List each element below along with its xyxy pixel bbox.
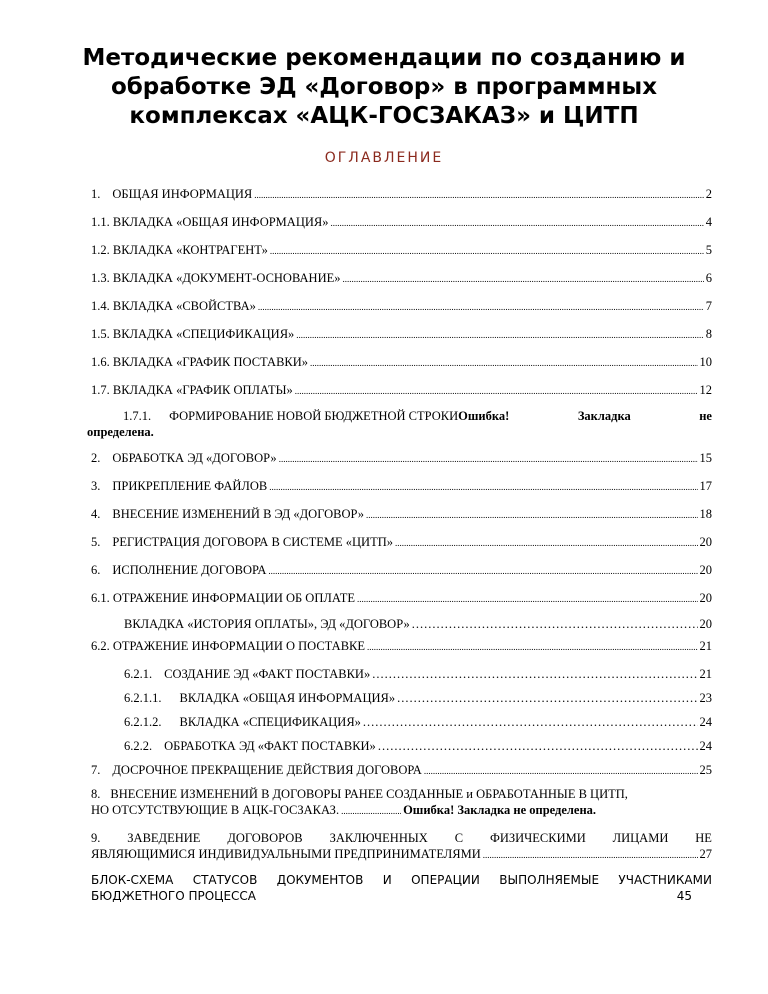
toc-text: ЯВЛЯЮЩИМИСЯ ИНДИВИДУАЛЬНЫМИ ПРЕДПРИНИМАТЕЛЯМИ [91, 847, 481, 861]
toc-page: 20 [699, 563, 712, 577]
toc-text: ВКЛАДКА «КОНТРАГЕНТ» [112, 243, 268, 257]
toc-text: ВКЛАДКА «ИСТОРИЯ ОПЛАТЫ», ЭД «ДОГОВОР» [124, 617, 410, 631]
leader-dots [342, 270, 703, 287]
leader-dots [367, 638, 697, 655]
leader-dots [483, 846, 698, 863]
leader-dots [378, 738, 698, 754]
toc-number: 6.2. [91, 639, 110, 653]
toc-entry[interactable] [124, 738, 712, 754]
toc-entry[interactable] [91, 298, 712, 315]
toc-page: 20 [699, 591, 712, 605]
toc-entry-error[interactable] [87, 408, 712, 440]
toc-text: БЛОК-СХЕМА СТАТУСОВ ДОКУМЕНТОВ И ОПЕРАЦИИ ВЫПОЛНЯЕМЫЕ УЧАСТНИКАМИ [91, 873, 712, 887]
leader-dots [341, 802, 401, 819]
leader-dots [424, 762, 698, 779]
toc-text: ОБЩАЯ ИНФОРМАЦИЯ [112, 187, 253, 201]
toc-page: 6 [705, 271, 712, 285]
toc-page: 10 [699, 355, 712, 369]
toc-text: СОЗДАНИЕ ЭД «ФАКТ ПОСТАВКИ» [164, 667, 371, 681]
toc-number: 1.7.1. [123, 409, 152, 423]
toc-entry[interactable] [91, 872, 712, 904]
toc-entry[interactable] [91, 382, 712, 399]
toc-page: 21 [699, 667, 712, 681]
leader-dots [254, 186, 703, 203]
toc-entry[interactable] [91, 186, 712, 203]
toc-text: ОБРАБОТКА ЭД «ФАКТ ПОСТАВКИ» [164, 739, 376, 753]
toc-number: 6.2.1.2. [124, 715, 162, 729]
leader-dots [296, 326, 703, 343]
leader-dots [366, 506, 697, 523]
toc-text: РЕГИСТРАЦИЯ ДОГОВОРА В СИСТЕМЕ «ЦИТП» [112, 535, 393, 549]
leader-dots [412, 616, 698, 632]
toc-entry[interactable] [124, 690, 712, 706]
title-line-2: обработке ЭД «Договор» в программных [110, 74, 658, 100]
toc-page: 15 [699, 451, 712, 465]
toc-entry[interactable] [91, 562, 712, 579]
toc-number: 1. [91, 187, 101, 201]
toc-text: ВКЛАДКА «СВОЙСТВА» [112, 299, 256, 313]
toc-text: ОБРАБОТКА ЭД «ДОГОВОР» [112, 451, 277, 465]
leader-dots [310, 354, 697, 371]
toc-heading: ОГЛАВЛЕНИЕ [324, 150, 444, 166]
toc-text: НО ОТСУТСТВУЮЩИЕ В АЦК-ГОСЗАКАЗ. [91, 803, 340, 817]
toc-text: ВКЛАДКА «ОБЩАЯ ИНФОРМАЦИЯ» [112, 215, 329, 229]
toc-entry[interactable] [91, 214, 712, 231]
toc-number: 3. [91, 479, 101, 493]
toc-text: 9. ЗАВЕДЕНИЕ ДОГОВОРОВ ЗАКЛЮЧЕННЫХ С ФИЗИЧЕСКИМИ ЛИЦАМИ НЕ [91, 831, 712, 845]
toc-page: 18 [699, 507, 712, 521]
leader-dots [363, 714, 698, 730]
leader-dots [372, 666, 697, 682]
toc-number: 6.2.1.1. [124, 691, 162, 705]
toc-number: 8. [91, 787, 101, 801]
toc-entry[interactable] [91, 450, 712, 467]
toc-number: 1.5. [91, 327, 110, 341]
toc-entry[interactable] [124, 666, 712, 682]
leader-dots [330, 214, 703, 231]
toc-entry[interactable] [91, 478, 712, 495]
toc-number: 7. [91, 763, 101, 777]
toc-number: 6. [91, 563, 101, 577]
toc-page: 27 [699, 847, 712, 861]
title-line-1: Методические рекомендации по созданию и [82, 45, 686, 71]
leader-dots [270, 242, 704, 259]
toc-entry[interactable] [124, 616, 712, 632]
toc-entry[interactable] [124, 714, 712, 730]
toc-page: 2 [705, 187, 712, 201]
toc-number: 4. [91, 507, 101, 521]
toc-page: 25 [699, 763, 712, 777]
toc-entry[interactable] [91, 590, 712, 607]
toc-page: 23 [699, 691, 712, 705]
toc-text: ФОРМИРОВАНИЕ НОВОЙ БЮДЖЕТНОЙ СТРОКИ [169, 409, 459, 423]
toc-number: 1.7. [91, 383, 110, 397]
leader-dots [268, 562, 697, 579]
toc-entry[interactable] [91, 242, 712, 259]
toc-number: 1.6. [91, 355, 110, 369]
toc-page: 45 [676, 889, 692, 903]
toc-text: ОТРАЖЕНИЕ ИНФОРМАЦИИ О ПОСТАВКЕ [112, 639, 366, 653]
document-title [0, 44, 768, 131]
toc-text: ОТРАЖЕНИЕ ИНФОРМАЦИИ ОБ ОПЛАТЕ [112, 591, 356, 605]
toc-text: ВКЛАДКА «ДОКУМЕНТ-ОСНОВАНИЕ» [112, 271, 341, 285]
leader-dots [397, 690, 697, 706]
toc-number: 1.4. [91, 299, 110, 313]
leader-dots [269, 478, 697, 495]
toc-entry-error[interactable] [91, 786, 712, 819]
toc-page: 24 [699, 715, 712, 729]
toc-number: 6.2.1. [124, 667, 153, 681]
toc-text: ВКЛАДКА «СПЕЦИФИКАЦИЯ» [179, 715, 361, 729]
toc-page: 20 [699, 617, 712, 631]
toc-text: ДОСРОЧНОЕ ПРЕКРАЩЕНИЕ ДЕЙСТВИЯ ДОГОВОРА [112, 763, 422, 777]
toc-entry[interactable] [91, 354, 712, 371]
title-line-3: комплексах «АЦК-ГОСЗАКАЗ» и ЦИТП [129, 103, 639, 129]
toc-entry[interactable] [91, 270, 712, 287]
toc-page: 5 [705, 243, 712, 257]
error-text: определена. [87, 425, 154, 439]
toc-text: ВНЕСЕНИЕ ИЗМЕНЕНИЙ В ЭД «ДОГОВОР» [112, 507, 365, 521]
toc-page: 20 [699, 535, 712, 549]
toc-text: ВКЛАДКА «ГРАФИК ПОСТАВКИ» [112, 355, 309, 369]
toc-number: 1.3. [91, 271, 110, 285]
toc-page: 12 [699, 383, 712, 397]
toc-number: 1.2. [91, 243, 110, 257]
toc-entry[interactable] [91, 534, 712, 551]
toc-page: 17 [699, 479, 712, 493]
toc-entry[interactable] [91, 830, 712, 863]
error-text: Закладка [577, 409, 631, 423]
leader-dots [395, 534, 698, 551]
leader-dots [279, 450, 698, 467]
error-text: Ошибка! Закладка не определена. [403, 803, 597, 817]
toc-page: 7 [705, 299, 712, 313]
toc-text: ВНЕСЕНИЕ ИЗМЕНЕНИЙ В ДОГОВОРЫ РАНЕЕ СОЗДАННЫЕ и ОБРАБОТАННЫЕ В ЦИТП, [110, 787, 628, 801]
toc-page: 4 [705, 215, 712, 229]
toc-number: 1.1. [91, 215, 110, 229]
leader-dots [258, 298, 704, 315]
toc-entry[interactable] [91, 326, 712, 343]
error-text: Ошибка! [458, 409, 510, 423]
toc-entry[interactable] [91, 762, 712, 779]
toc-text: ВКЛАДКА «ОБЩАЯ ИНФОРМАЦИЯ» [179, 691, 396, 705]
toc-text: ИСПОЛНЕНИЕ ДОГОВОРА [112, 563, 267, 577]
toc-number: 2. [91, 451, 101, 465]
toc-entry[interactable] [91, 638, 712, 655]
toc-number: 5. [91, 535, 101, 549]
toc-number: 6.2.2. [124, 739, 153, 753]
toc-text: ВКЛАДКА «СПЕЦИФИКАЦИЯ» [112, 327, 295, 341]
toc-text: БЮДЖЕТНОГО ПРОЦЕССА [91, 889, 257, 903]
toc-page: 8 [705, 327, 712, 341]
leader-dots [357, 590, 697, 607]
toc-text: ПРИКРЕПЛЕНИЕ ФАЙЛОВ [112, 479, 268, 493]
toc-page: 24 [699, 739, 712, 753]
toc-number: 6.1. [91, 591, 110, 605]
error-text: не [699, 409, 712, 423]
toc-text: ВКЛАДКА «ГРАФИК ОПЛАТЫ» [112, 383, 293, 397]
toc-page: 21 [699, 639, 712, 653]
leader-dots [295, 382, 698, 399]
toc-entry[interactable] [91, 506, 712, 523]
